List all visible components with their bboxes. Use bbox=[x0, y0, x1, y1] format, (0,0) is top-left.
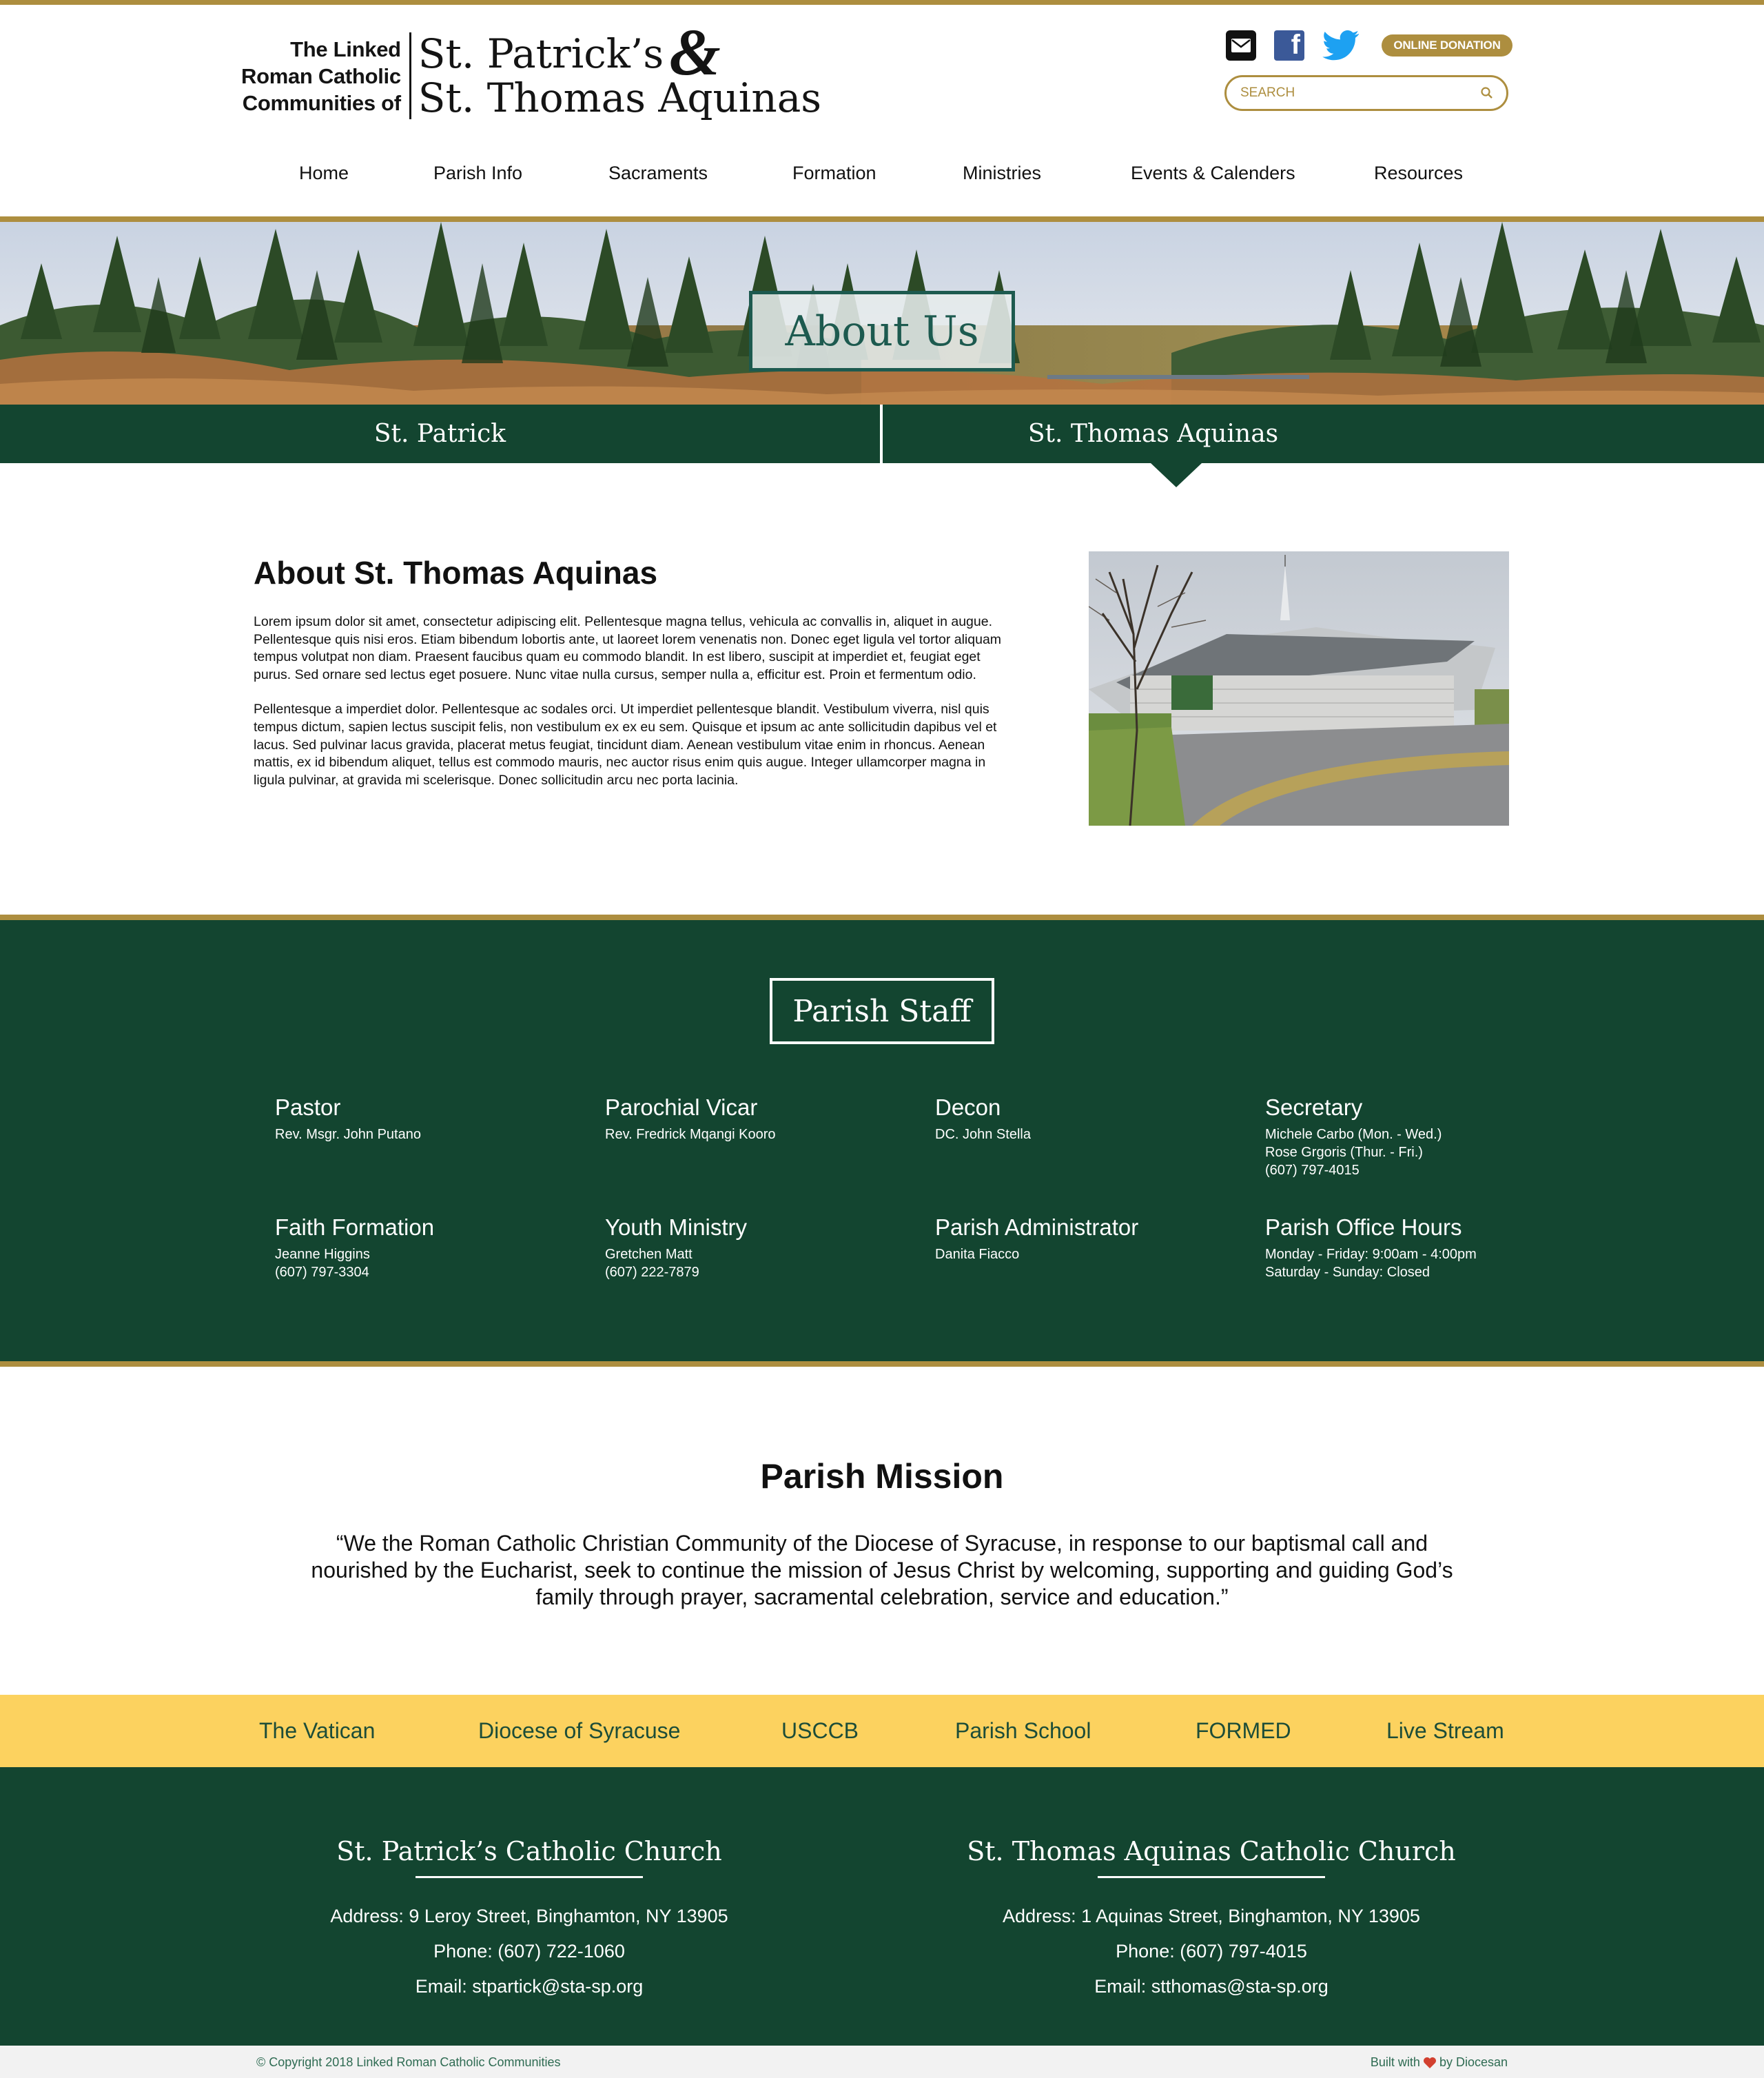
built-with-label: Built with bbox=[1370, 2055, 1420, 2069]
main-nav bbox=[0, 163, 1764, 194]
twitter-icon[interactable] bbox=[1322, 30, 1360, 61]
search-input[interactable] bbox=[1240, 85, 1480, 101]
church-phone[interactable]: Phone: (607) 722-1060 bbox=[433, 1941, 625, 1962]
hero-title-box bbox=[749, 291, 1015, 371]
staff-role: Youth Ministry bbox=[605, 1214, 748, 1240]
staff-phone: (607) 797-4015 bbox=[1265, 1163, 1360, 1178]
staff-role: Faith Formation bbox=[275, 1214, 435, 1240]
copyright-bar bbox=[0, 2046, 1764, 2078]
logo-title bbox=[411, 15, 822, 121]
staff-role: Pastor bbox=[275, 1094, 341, 1120]
logo-line-2: Roman Catholic bbox=[241, 63, 401, 88]
staff-detail: Danita Fiacco bbox=[935, 1247, 1020, 1262]
staff-card bbox=[605, 1214, 908, 1281]
about-paragraph-1: Lorem ipsum dolor sit amet, consectetur adipiscing elit. Pellentesque magna tellus, vehicula ac convallis in, aliquet in augue. Pellentesque quis nisi eros. Etiam bibendum lobortis ante, ut laoreet lorem venenatis non. Donec eget ligula vel tortor aliquam tempus volutpat non diam. Praesent faucibus quam eu commodo blandit. In est libero, suscipit at imperdiet et, feugiat eget purus. Sed ornare sed lectus eget posuere. Nunc vitae nulla cursus, semper nulla a, efficitur est. Proin et fermentum odio. bbox=[254, 614, 1002, 682]
staff-card bbox=[935, 1094, 1238, 1143]
nav-parish-info[interactable]: Parish Info bbox=[433, 163, 523, 183]
search-box bbox=[1224, 75, 1508, 111]
staff-detail: Monday - Friday: 9:00am - 4:00pm bbox=[1265, 1247, 1477, 1262]
mission-heading: Parish Mission bbox=[760, 1457, 1004, 1496]
staff-role: Decon bbox=[935, 1094, 1001, 1120]
built-by-label: by Diocesan bbox=[1439, 2055, 1508, 2069]
tab-st-patrick[interactable]: St. Patrick bbox=[373, 420, 506, 448]
church-email[interactable]: Email: stpartick@sta-sp.org bbox=[415, 1976, 644, 1997]
staff-detail: DC. John Stella bbox=[935, 1127, 1031, 1142]
staff-detail: Rev. Fredrick Mqangi Kooro bbox=[605, 1127, 776, 1142]
nav-home[interactable]: Home bbox=[299, 163, 349, 183]
logo-title-line-2: St. Thomas Aquinas bbox=[418, 74, 822, 121]
staff-detail: Gretchen Matt bbox=[605, 1247, 693, 1262]
staff-detail: Saturday - Sunday: Closed bbox=[1265, 1265, 1430, 1280]
parish-staff-section bbox=[0, 920, 1764, 1361]
church-info-st-patrick bbox=[219, 1835, 839, 2004]
link-live-stream[interactable]: Live Stream bbox=[1386, 1718, 1504, 1743]
link-diocese-of-syracuse[interactable]: Diocese of Syracuse bbox=[478, 1718, 681, 1743]
tab-st-thomas-aquinas[interactable]: St. Thomas Aquinas bbox=[1027, 420, 1279, 448]
staff-detail: Rev. Msgr. John Putano bbox=[275, 1127, 421, 1142]
nav-sacraments[interactable]: Sacraments bbox=[608, 163, 708, 183]
nav-ministries[interactable]: Ministries bbox=[963, 163, 1042, 183]
site-logo[interactable] bbox=[241, 15, 822, 123]
mission-statement: “We the Roman Catholic Christian Community of the Diocese of Syracuse, in response to our baptismal call and nourished by the Eucharist, seek to continue the mission of Jesus Christ by welcoming, supporting and guiding God’s family through prayer, sacramental celebration, service and education.” bbox=[311, 1531, 1453, 1609]
logo-ampersand: & bbox=[669, 15, 721, 89]
staff-card bbox=[1265, 1214, 1568, 1281]
link-formed[interactable]: FORMED bbox=[1196, 1718, 1291, 1743]
church-name: St. Thomas Aquinas Catholic Church bbox=[967, 1836, 1456, 1866]
page-title: About Us bbox=[785, 307, 979, 356]
staff-role: Secretary bbox=[1265, 1094, 1363, 1120]
staff-card bbox=[1265, 1094, 1568, 1179]
church-phone[interactable]: Phone: (607) 797-4015 bbox=[1116, 1941, 1307, 1962]
built-with-credit[interactable] bbox=[1371, 2055, 1508, 2070]
quick-links-bar bbox=[0, 1695, 1764, 1767]
top-gold-bar bbox=[0, 0, 1764, 5]
church-address: Address: 9 Leroy Street, Binghamton, NY 13905 bbox=[330, 1906, 728, 1926]
social-links bbox=[1226, 30, 1512, 61]
nav-formation[interactable]: Formation bbox=[792, 163, 876, 183]
staff-detail: Michele Carbo (Mon. - Wed.) bbox=[1265, 1127, 1442, 1142]
link-usccb[interactable]: USCCB bbox=[781, 1718, 859, 1743]
church-name-underline bbox=[416, 1876, 643, 1878]
search-icon[interactable] bbox=[1480, 86, 1494, 100]
staff-card bbox=[275, 1214, 578, 1281]
about-text bbox=[254, 613, 1018, 789]
staff-gold-rule-bottom bbox=[0, 1361, 1764, 1367]
mail-icon[interactable] bbox=[1226, 30, 1256, 61]
church-email[interactable]: Email: stthomas@sta-sp.org bbox=[1094, 1976, 1329, 1997]
church-name: St. Patrick’s Catholic Church bbox=[336, 1836, 722, 1866]
about-paragraph-2: Pellentesque a imperdiet dolor. Pellentesque ac sodales orci. Ut imperdiet pellentesque blandit. Vestibulum viverra, nisl quis tempus dictum, sapien lectus suscipit felis, non vestibulum ex ex eu sem. Quisque et ipsum ac ante sollicitudin dapibus vel et lacus. Sed pulvinar lacus gravida, placerat metus feugiat, tincidunt diam. Aenean vestibulum vitae enim in rhoncus. Aenean mattis, ex id bibendum aliquet, tellus est commodo mauris, nec auctor risus enim quis augue. Integer ullamcorper magna in ligula pulvinar, at gravida mi scelerisque. Donec sollicitudin arcu nec porta lacinia. bbox=[254, 702, 997, 788]
church-photo bbox=[1089, 551, 1509, 826]
logo-line-3: Communities of bbox=[242, 90, 401, 115]
staff-card bbox=[275, 1094, 578, 1143]
link-parish-school[interactable]: Parish School bbox=[955, 1718, 1091, 1743]
staff-gold-rule-top bbox=[0, 915, 1764, 920]
staff-detail: Rose Grgoris (Thur. - Fri.) bbox=[1265, 1145, 1423, 1160]
staff-card bbox=[605, 1094, 908, 1143]
staff-role: Parish Administrator bbox=[935, 1214, 1139, 1240]
logo-subtitle bbox=[241, 36, 409, 116]
nav-resources[interactable]: Resources bbox=[1374, 163, 1464, 183]
staff-heading-box bbox=[770, 978, 994, 1044]
church-name-underline bbox=[1098, 1876, 1325, 1878]
staff-role: Parish Office Hours bbox=[1265, 1214, 1462, 1240]
hero-banner bbox=[0, 222, 1764, 405]
staff-detail: Jeanne Higgins bbox=[275, 1247, 370, 1262]
staff-phone: (607) 222-7879 bbox=[605, 1265, 699, 1280]
link-the-vatican[interactable]: The Vatican bbox=[259, 1718, 376, 1743]
active-tab-indicator bbox=[1151, 463, 1202, 487]
staff-card bbox=[935, 1214, 1238, 1263]
nav-events-calenders[interactable]: Events & Calenders bbox=[1131, 163, 1295, 183]
staff-heading: Parish Staff bbox=[792, 993, 972, 1029]
footer bbox=[0, 1767, 1764, 2046]
church-address: Address: 1 Aquinas Street, Binghamton, NY 13905 bbox=[1003, 1906, 1420, 1926]
staff-phone: (607) 797-3304 bbox=[275, 1265, 369, 1280]
staff-role: Parochial Vicar bbox=[605, 1094, 758, 1120]
heart-icon bbox=[1423, 2057, 1437, 2069]
about-heading: About St. Thomas Aquinas bbox=[254, 555, 658, 591]
nav-gold-rule bbox=[0, 216, 1764, 222]
logo-title-line-1: St. Patrick’s bbox=[418, 30, 664, 77]
parish-tabs bbox=[0, 405, 1764, 463]
online-donation-button[interactable]: ONLINE DONATION bbox=[1382, 34, 1512, 57]
facebook-icon[interactable]: f bbox=[1274, 30, 1304, 61]
church-info-st-thomas bbox=[901, 1835, 1521, 2004]
logo-line-1: The Linked bbox=[290, 37, 401, 61]
copyright-text: © Copyright 2018 Linked Roman Catholic Communities bbox=[256, 2055, 561, 2069]
